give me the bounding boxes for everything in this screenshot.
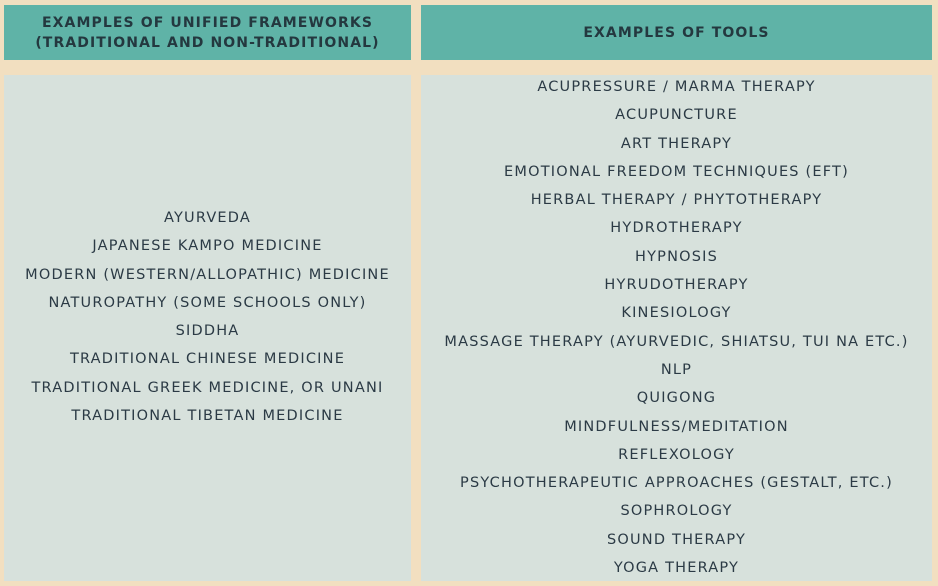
tool-item: ART THERAPY (620, 135, 733, 152)
frameworks-panel (4, 75, 411, 581)
tool-item: HYDROTHERAPY (610, 220, 743, 237)
tool-item: YOGA THERAPY (613, 560, 740, 577)
tools-panel (421, 75, 932, 581)
tool-item: HYRUDOTHERAPY (604, 277, 749, 294)
framework-item: NATUROPATHY (SOME SCHOOLS ONLY) (48, 294, 367, 311)
tool-item: NLP (660, 361, 693, 378)
tool-item: HERBAL THERAPY / PHYTOTHERAPY (530, 192, 823, 209)
tool-item: HYPNOSIS (634, 248, 719, 265)
frameworks-header (4, 5, 411, 60)
frameworks-list (4, 204, 411, 430)
tool-item: QUIGONG (636, 390, 717, 407)
framework-item: MODERN (WESTERN/ALLOPATHIC) MEDICINE (25, 266, 390, 283)
frameworks-header-text: EXAMPLES OF UNIFIED FRAMEWORKS (TRADITIONAL AND NON-TRADITIONAL) (35, 14, 380, 51)
framework-item: TRADITIONAL TIBETAN MEDICINE (71, 408, 344, 425)
tool-item: SOPHROLOGY (620, 503, 733, 520)
tool-item: REFLEXOLOGY (618, 446, 735, 463)
framework-item: AYURVEDA (163, 210, 252, 226)
tool-item: MINDFULNESS/MEDITATION (564, 418, 789, 435)
framework-item: SIDDHA (175, 323, 240, 340)
tools-list (421, 73, 932, 582)
tool-item: ACUPRESSURE / MARMA THERAPY (537, 79, 816, 95)
tool-item: MASSAGE THERAPY (AYURVEDIC, SHIATSU, TUI NA ETC.) (444, 333, 909, 350)
framework-item: TRADITIONAL CHINESE MEDICINE (69, 351, 346, 368)
tool-item: ACUPUNCTURE (615, 107, 738, 124)
tools-header (421, 5, 932, 60)
tool-item: KINESIOLOGY (621, 305, 732, 322)
framework-item: TRADITIONAL GREEK MEDICINE, OR UNANI (31, 379, 384, 396)
tool-item: SOUND THERAPY (606, 531, 747, 548)
tool-item: PSYCHOTHERAPEUTIC APPROACHES (GESTALT, ETC.) (460, 475, 893, 492)
framework-item: JAPANESE KAMPO MEDICINE (92, 238, 323, 255)
tool-item: EMOTIONAL FREEDOM TECHNIQUES (EFT) (504, 163, 849, 180)
tools-header-text: EXAMPLES OF TOOLS (583, 24, 770, 41)
